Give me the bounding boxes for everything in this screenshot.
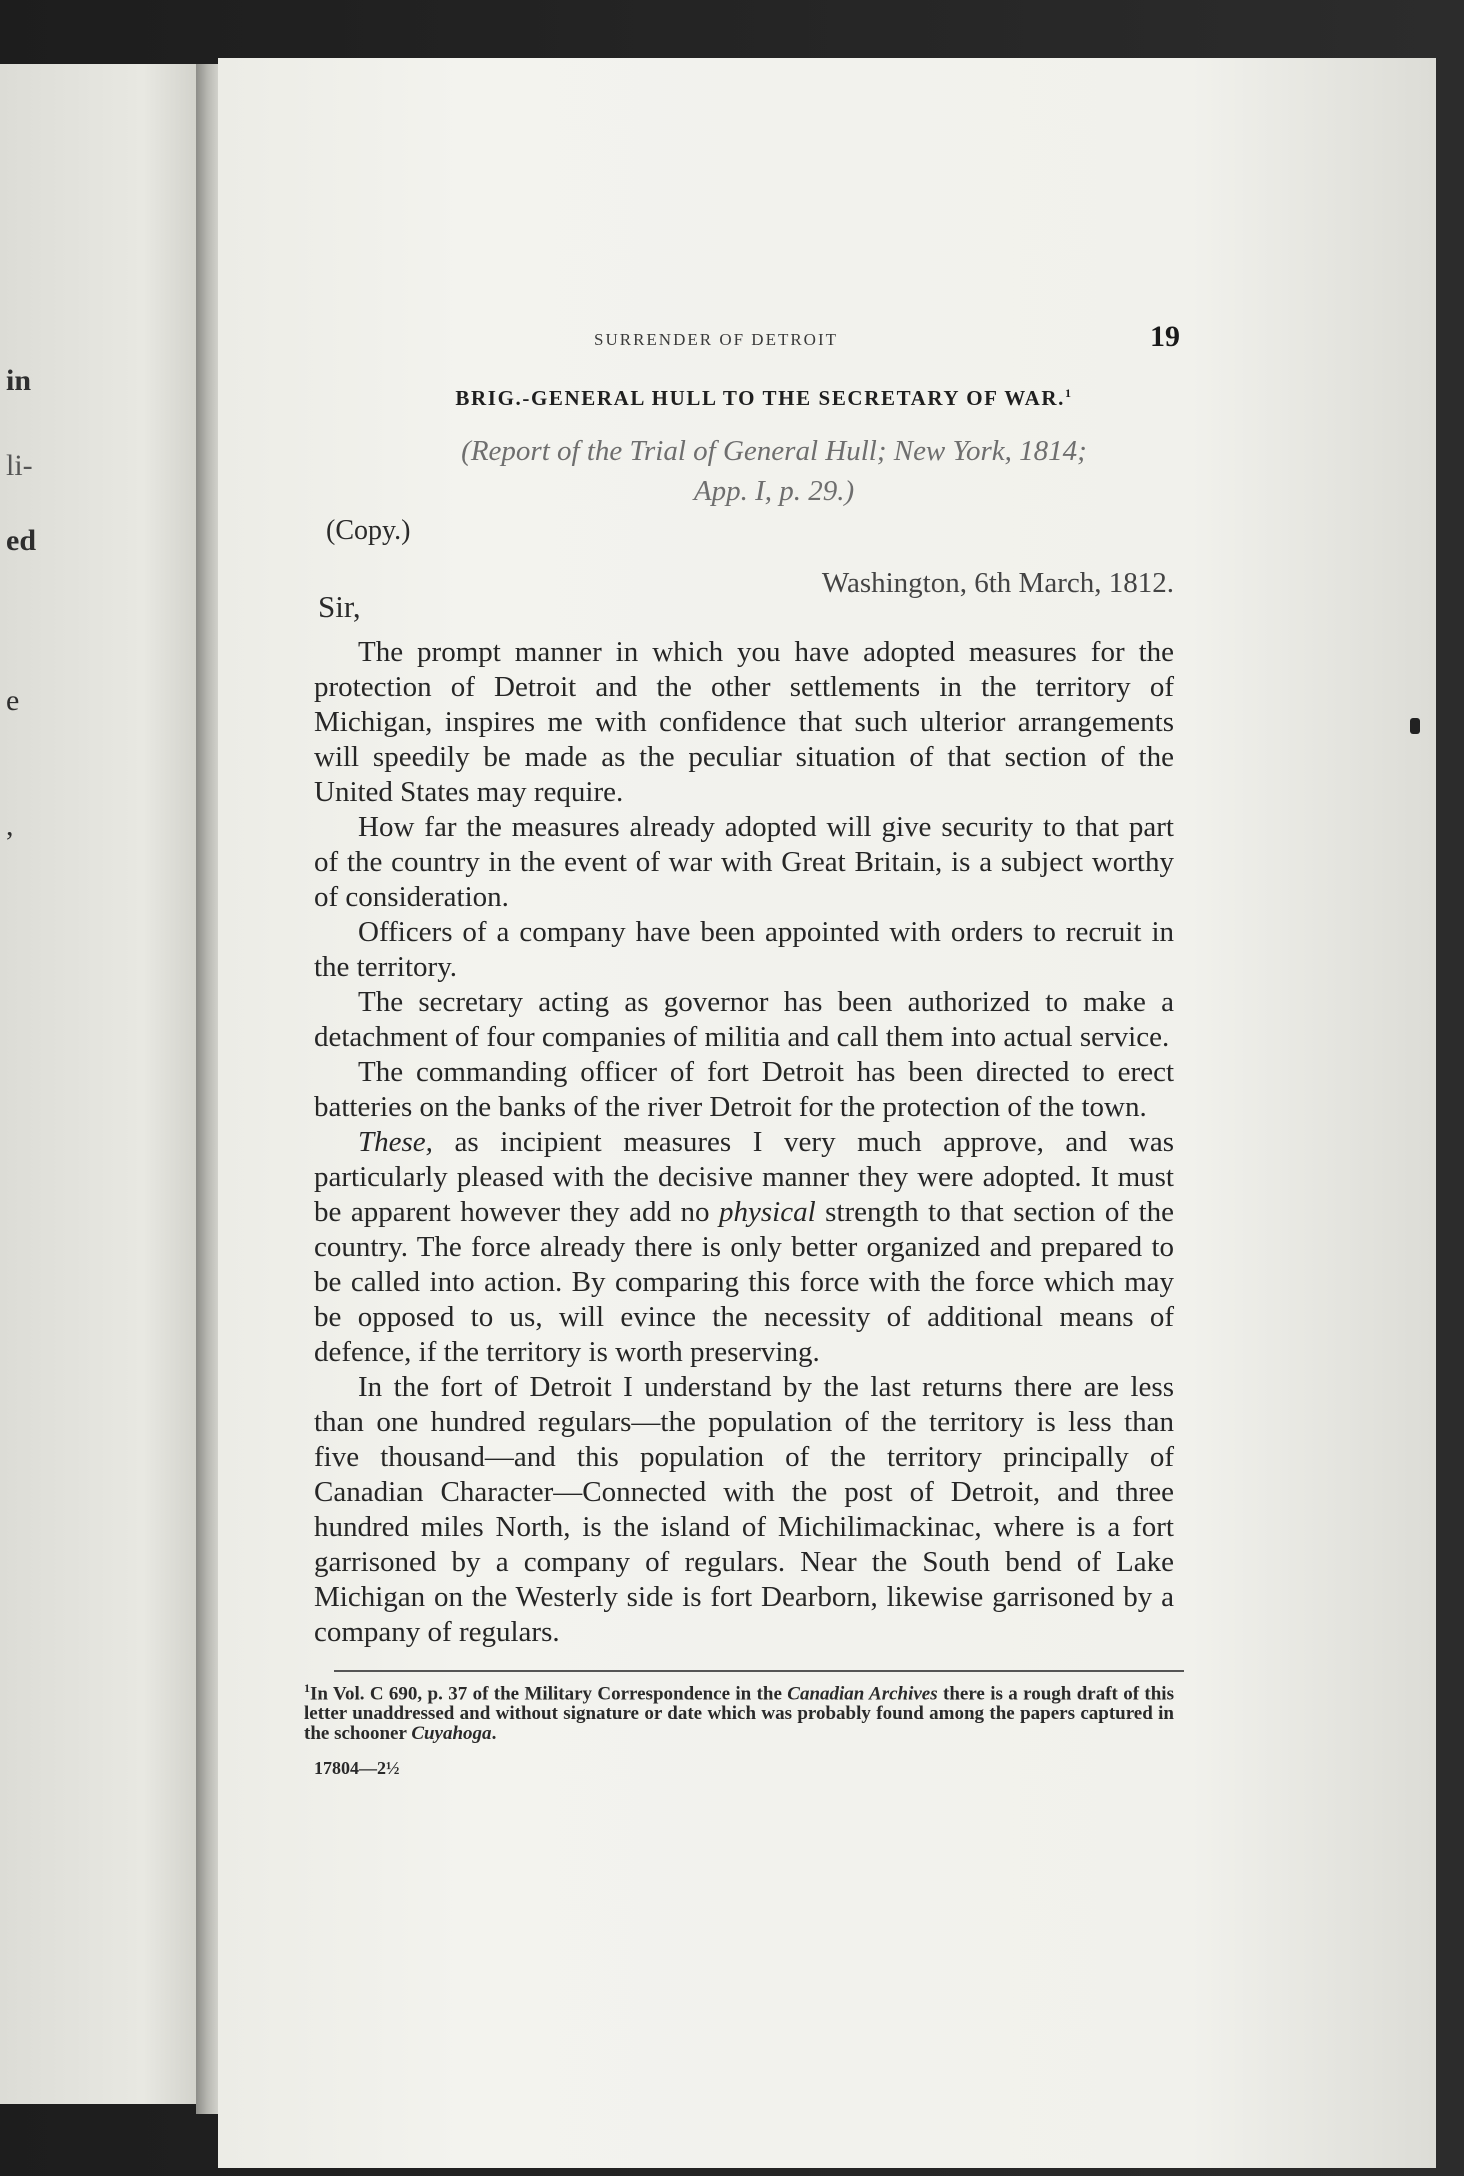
paragraph — [314, 1125, 1174, 1370]
paragraph-text: strength to that section of the country. The force already there is only better organized and prepared to be called into action. By comparing this force with the force which may be opposed to us, will evince the necessity of additional means of defence, if the territory is worth preserving. — [314, 1196, 1174, 1368]
document-title-text: BRIG.-GENERAL HULL TO THE SECRETARY OF WAR. — [455, 386, 1065, 410]
copy-label: (Copy.) — [326, 515, 411, 546]
paragraph: Officers of a company have been appointed with orders to recruit in the territory. — [314, 916, 1174, 983]
page-edge-mark — [1410, 718, 1420, 734]
footnote-text: In Vol. C 690, p. 37 of the Military Correspondence in the — [310, 1683, 788, 1705]
footnote-marker: 1 — [304, 1681, 310, 1695]
letter-body — [314, 635, 1174, 1650]
document-page — [218, 58, 1436, 2168]
facing-page-fragment: ed — [6, 524, 36, 557]
facing-page-fragment: li- — [6, 449, 33, 482]
facing-page-fragment: in — [6, 364, 32, 397]
emphasis-text: physical — [719, 1196, 816, 1228]
footnote-text: there is a rough draft of this letter unaddressed and without signature or date which was probably found among the papers captured in the schooner — [304, 1683, 1174, 1745]
paragraph: In the fort of Detroit I understand by the last returns there are less than one hundred regulars—the population of the territory is less than five thousand—and this population of the territory principally of Canadian Character—Connected with the post of Detroit, and three hundred miles North, is the island of Michilimackinac, where is a fort garrisoned by a company of regulars. Near the South bend of Lake Michigan on the Westerly side is fort Dearborn, likewise garrisoned by a company of regulars. — [314, 1371, 1174, 1648]
footnote-emphasis: Canadian Archives — [787, 1683, 938, 1705]
paragraph: How far the measures already adopted will give security to that part of the country in the event of war with Great Britain, is a subject worthy of consideration. — [314, 811, 1174, 913]
running-head: SURRENDER OF DETROIT — [594, 330, 839, 349]
footnote-text: . — [491, 1723, 497, 1745]
footnote-rule — [334, 1670, 1184, 1672]
printer-signature-code: 17804—2½ — [314, 1758, 400, 1779]
copy-date-row — [314, 517, 1174, 617]
paragraph: The commanding officer of fort Detroit has been directed to erect batteries on the banks of the river Detroit for the protection of the town. — [314, 1056, 1174, 1123]
paragraph: The secretary acting as governor has been authorized to make a detachment of four companies of militia and call them into actual service. — [314, 986, 1174, 1053]
facing-page — [0, 64, 205, 2104]
source-citation — [374, 431, 1174, 511]
footnote — [304, 1678, 1174, 1744]
title-footnote-marker: 1 — [1064, 386, 1073, 400]
letter-date: Washington, 6th March, 1812. — [821, 567, 1174, 599]
page-header — [314, 320, 1180, 368]
facing-page-fragment: , — [6, 809, 14, 842]
paragraph: The prompt manner in which you have adopted measures for the protection of Detroit and the other settlements in the territory of Michigan, inspires me with confidence that such ulterior arrangements will speedily be made as the peculiar situation of that section of the United States may require. — [314, 636, 1174, 808]
source-citation-line: (Report of the Trial of General Hull; New York, 1814; — [461, 435, 1087, 467]
facing-page-fragment: e — [6, 684, 20, 717]
emphasis-text: These, — [358, 1126, 433, 1158]
paragraph-text: as incipient measures I very much approve, and was particularly pleased with the decisive manner they were adopted. It must be apparent however they add no — [314, 1126, 1174, 1228]
page-content — [304, 320, 1180, 1779]
source-citation-line: App. I, p. 29.) — [693, 475, 855, 507]
footnote-emphasis: Cuyahoga — [411, 1723, 492, 1745]
salutation: Sir, — [318, 589, 361, 624]
page-number: 19 — [1150, 320, 1180, 353]
document-title — [354, 386, 1174, 411]
